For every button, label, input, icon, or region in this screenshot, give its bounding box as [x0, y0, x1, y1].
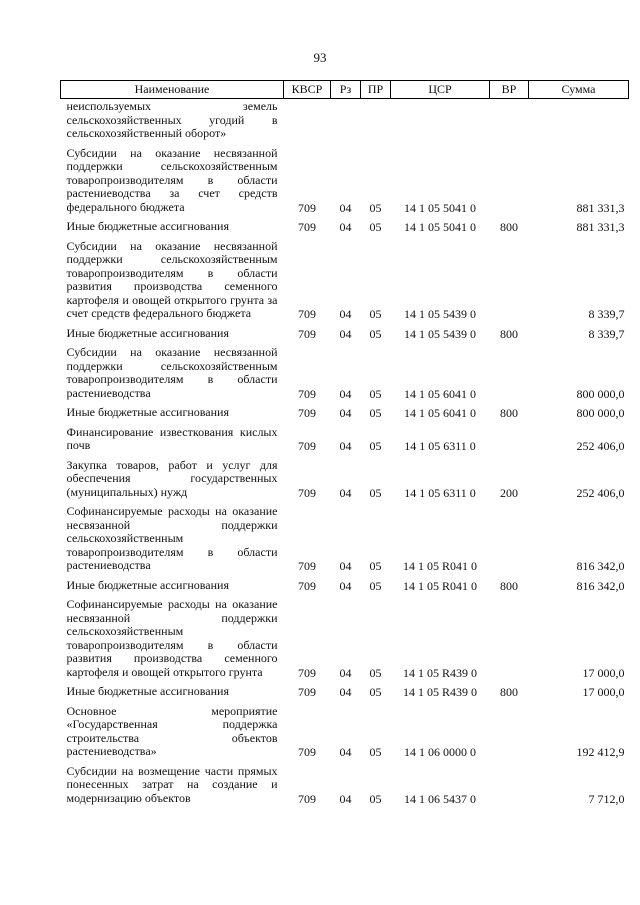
table-header-row — [61, 81, 629, 99]
table-row — [61, 421, 629, 454]
table-cell-kvsr: 709 — [298, 685, 316, 699]
table-cell-pr: 05 — [369, 326, 382, 341]
table-cell-vr: 800 — [500, 578, 518, 593]
table-cell-rz: 04 — [339, 665, 352, 680]
table-cell-rz: 04 — [339, 559, 352, 573]
table-cell-name: Субсидии на оказание несвязанной поддержки сельскохозяйственным товаропроизводителям в области развития производства семенного картофеля и овощей открытого грунта за счет средств федерального бюджета — [66, 238, 278, 320]
table-cell-kvsr: 709 — [298, 406, 316, 420]
table-cell-kvsr: 709 — [298, 220, 316, 234]
table-body — [61, 99, 629, 807]
table-cell-pr: 05 — [369, 485, 382, 500]
table-cell-name: Иные бюджетные ассигнования — [66, 219, 229, 233]
table-cell-csr: 14 1 06 0000 0 — [404, 745, 476, 759]
table-cell-vr — [490, 593, 529, 680]
table-cell-rz: 04 — [339, 220, 352, 234]
table-cell-name: Основное мероприятие «Государственная поддержка строительства объектов растениеводства» — [66, 703, 278, 758]
table-cell-vr: 800 — [500, 685, 518, 699]
table-cell-rz: 04 — [339, 578, 352, 593]
table-cell-pr: 05 — [369, 745, 382, 759]
header-name: Наименование — [61, 81, 284, 99]
table-cell-kvsr: 709 — [298, 307, 316, 321]
table-row — [61, 593, 629, 680]
table-cell-name: Софинансируемые расходы на оказание несвязанной поддержки сельскохозяйственным товаропроизводителям в области растениеводства — [66, 504, 278, 572]
table-cell-rz: 04 — [339, 439, 352, 453]
table-cell-pr: 05 — [369, 307, 382, 321]
table-row — [61, 322, 629, 342]
table-cell-sum: 816 342,0 — [576, 559, 625, 573]
table-cell-csr: 14 1 05 6311 0 — [404, 439, 476, 453]
table-cell-sum: 816 342,0 — [576, 578, 625, 593]
table-cell-sum: 17 000,0 — [582, 665, 625, 680]
table-cell-kvsr: 709 — [298, 326, 316, 341]
page-number: 93 — [313, 50, 327, 65]
table-cell-rz: 04 — [339, 307, 352, 321]
table-cell-csr: 14 1 06 5437 0 — [404, 791, 476, 806]
table-row — [61, 454, 629, 501]
table-cell-pr: 05 — [369, 386, 382, 401]
table-cell-rz: 04 — [339, 745, 352, 759]
table-cell-sum: 7 712,0 — [588, 791, 625, 806]
table-cell-csr: 14 1 05 5439 0 — [404, 307, 476, 321]
table-cell-pr: 05 — [369, 665, 382, 680]
table-cell-sum: 881 331,3 — [576, 200, 625, 215]
table-cell-csr: 14 1 05 6041 0 — [404, 386, 476, 401]
header-csr: ЦСР — [391, 81, 490, 99]
table-cell-vr: 800 — [500, 406, 518, 420]
table-cell-rz: 04 — [339, 386, 352, 401]
table-cell-sum: 800 000,0 — [576, 406, 625, 420]
table-cell-pr: 05 — [369, 200, 382, 215]
table-cell-pr: 05 — [369, 406, 382, 420]
table-cell-kvsr: 709 — [298, 559, 316, 573]
table-cell-csr: 14 1 05 5041 0 — [404, 200, 476, 215]
table-cell-csr: 14 1 05 6041 0 — [404, 406, 476, 420]
table-cell-sum — [529, 99, 629, 142]
table-cell-name: Субсидии на оказание несвязанной поддержки сельскохозяйственным товаропроизводителям в области растениеводства за счет средств федерального бюджета — [66, 145, 278, 214]
table-cell-vr: 800 — [500, 220, 518, 234]
table-cell-name: Субсидии на оказание несвязанной поддержки сельскохозяйственным товаропроизводителям в области растениеводства — [66, 345, 278, 400]
table-cell-vr — [490, 700, 529, 760]
table-cell-csr: 14 1 05 5041 0 — [404, 220, 476, 234]
table-cell-name: Закупка товаров, работ и услуг для обеспечения государственных (муниципальных) нужд — [66, 457, 278, 499]
table-cell-sum: 252 406,0 — [576, 439, 625, 453]
table-cell-rz: 04 — [339, 485, 352, 500]
table-cell-vr — [490, 421, 529, 454]
table-cell-kvsr: 709 — [298, 386, 316, 401]
table-cell-sum: 252 406,0 — [576, 485, 625, 500]
table-cell-pr: 05 — [369, 791, 382, 806]
table-cell-rz: 04 — [339, 685, 352, 699]
table-cell-vr — [490, 142, 529, 216]
header-vr: ВР — [490, 81, 529, 99]
table-cell-pr: 05 — [369, 685, 382, 699]
table-cell-sum: 192 412,9 — [576, 745, 625, 759]
table-cell-vr: 800 — [500, 326, 518, 341]
table-cell-vr — [490, 235, 529, 322]
table-cell-rz: 04 — [339, 406, 352, 420]
table-cell-rz: 04 — [339, 326, 352, 341]
table-cell-csr — [391, 99, 490, 142]
table-cell-rz: 04 — [339, 791, 352, 806]
table-cell-sum: 800 000,0 — [576, 386, 625, 401]
budget-table — [60, 80, 629, 806]
table-cell-csr: 14 1 05 6311 0 — [404, 485, 476, 500]
header-sum: Сумма — [529, 81, 629, 99]
table-cell-name: Иные бюджетные ассигнования — [66, 684, 229, 698]
table-row — [61, 235, 629, 322]
header-kvsr: КВСР — [284, 81, 331, 99]
header-rz: Рз — [331, 81, 361, 99]
table-cell-name: Софинансируемые расходы на оказание несвязанной поддержки сельскохозяйственным товаропроизводителям в области развития производства семенного картофеля и овощей открытого грунта — [66, 597, 278, 679]
table-cell-csr: 14 1 05 R041 0 — [402, 578, 477, 593]
table-cell-vr: 200 — [500, 485, 518, 500]
table-cell-pr: 05 — [369, 578, 382, 593]
table-row — [61, 215, 629, 235]
table-row — [61, 680, 629, 700]
table-cell-name: Субсидии на возмещение части прямых понесенных затрат на создание и модернизацию объектов — [66, 763, 278, 805]
table-cell-sum: 8 339,7 — [588, 307, 625, 321]
table-row — [61, 401, 629, 421]
table-cell-name: Иные бюджетные ассигнования — [66, 405, 229, 419]
table-cell-name: неиспользуемых земель сельскохозяйственных угодий в сельскохозяйственный оборот» — [66, 99, 278, 140]
table-cell-sum: 881 331,3 — [576, 220, 625, 234]
table-cell-name: Финансирование известкования кислых почв — [66, 424, 278, 452]
table-cell-kvsr: 709 — [298, 439, 316, 453]
table-cell-pr: 05 — [369, 559, 382, 573]
table-row — [61, 142, 629, 216]
table-cell-kvsr: 709 — [298, 791, 316, 806]
table-cell-kvsr: 709 — [298, 485, 316, 500]
table-cell-pr: 05 — [369, 220, 382, 234]
table-row — [61, 700, 629, 760]
header-pr: ПР — [361, 81, 391, 99]
table-cell-kvsr: 709 — [298, 665, 316, 680]
table-row — [61, 341, 629, 401]
table-cell-pr — [361, 99, 391, 142]
table-row — [61, 760, 629, 807]
table-cell-name: Иные бюджетные ассигнования — [66, 325, 229, 340]
table-cell-pr: 05 — [369, 439, 382, 453]
table-cell-sum: 17 000,0 — [582, 685, 625, 699]
budget-table-container — [60, 80, 628, 806]
table-cell-name: Иные бюджетные ассигнования — [66, 577, 229, 592]
table-cell-rz: 04 — [339, 200, 352, 215]
table-cell-sum: 8 339,7 — [588, 326, 625, 341]
table-cell-vr — [490, 99, 529, 142]
table-cell-kvsr: 709 — [298, 745, 316, 759]
table-row — [61, 500, 629, 574]
table-cell-csr: 14 1 05 5439 0 — [404, 326, 476, 341]
table-cell-csr: 14 1 05 R041 0 — [402, 559, 477, 573]
table-cell-kvsr: 709 — [298, 200, 316, 215]
table-cell-kvsr: 709 — [298, 578, 316, 593]
table-cell-kvsr — [284, 99, 331, 142]
table-cell-vr — [490, 500, 529, 574]
table-cell-csr: 14 1 05 R439 0 — [402, 685, 477, 699]
table-cell-csr: 14 1 05 R439 0 — [402, 665, 477, 680]
table-row — [61, 574, 629, 594]
table-cell-vr — [490, 760, 529, 807]
table-row — [61, 99, 629, 142]
table-cell-vr — [490, 341, 529, 401]
table-cell-rz — [331, 99, 361, 142]
